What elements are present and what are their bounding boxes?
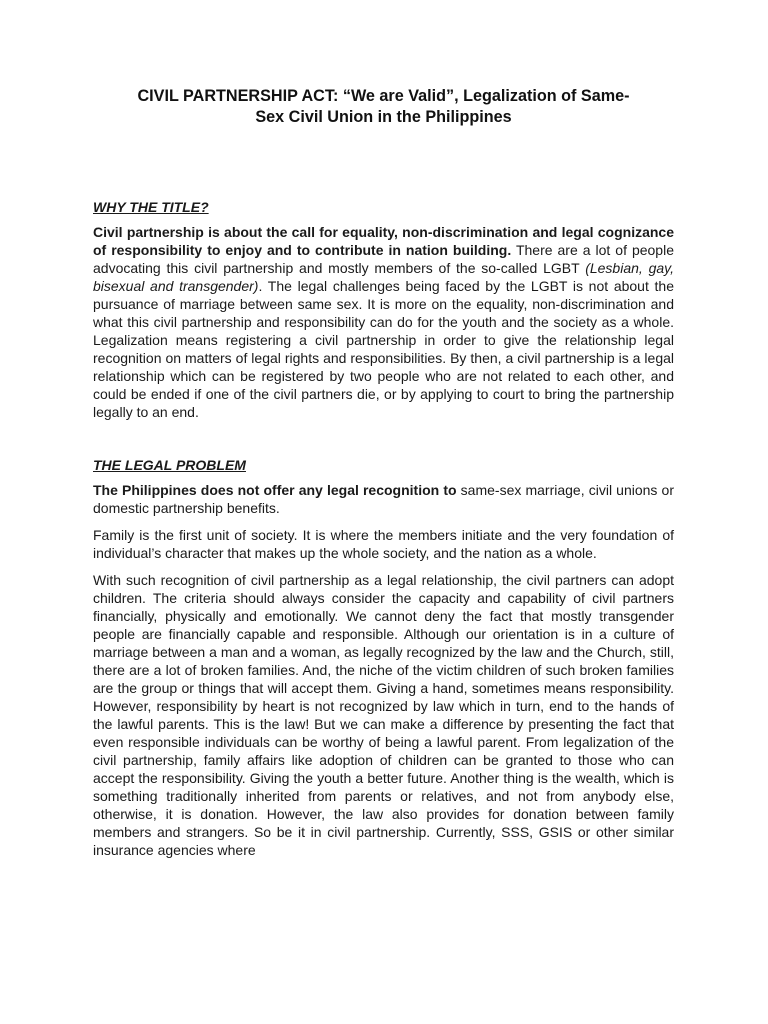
section2-paragraph-3: With such recognition of civil partnership as a legal relationship, the civil partners can adopt children. The criteria should always consider the capacity and capability of civil partners financially, physically and emotionally. We cannot deny the fact that mostly transgender people are financially capable and responsible. Although our orientation is in a culture of marriage between a man and a woman, as legally recognized by the law and the Church, still, there are a lot of broken families. And, the niche of the victim children of such broken families are the group or things that will accept them. Giving a hand, sometimes means responsibility. However, responsibility by heart is not recognized by law which in turn, end to the hands of the lawful parents. This is the law! But we can make a difference by presenting the fact that even responsible individuals can be worthy of being a lawful parent. From legalization of the civil partnership, family affairs like adoption of children can be granted to those who can accept the responsibility. Giving the youth a better future. Another thing is the wealth, which is something traditionally inherited from parents or relatives, and not from anybody else, otherwise, it is donation. However, the law also provides for donation between family members and strangers. So be it in civil partnership. Currently, SSS, GSIS or other similar insurance agencies where — [93, 572, 674, 858]
section2-p1-text: same-sex marriage, civil unions or domestic partnership benefits. — [93, 482, 674, 516]
section2-paragraph-1 — [93, 481, 674, 517]
document-title — [93, 86, 674, 128]
section1-paragraph — [93, 223, 674, 421]
section-heading-why-the-title: WHY THE TITLE? — [93, 199, 209, 215]
title-line-1: CIVIL PARTNERSHIP ACT: “We are Valid”, Legalization of Same- — [137, 87, 630, 105]
section-spacer — [93, 421, 674, 456]
section1-text-a: There are a lot of people advocating this civil partnership and mostly members of the so-called LGBT — [93, 242, 674, 276]
section2-paragraph-2: Family is the first unit of society. It is where the members initiate and the very foundation of individual’s character that makes up the whole society, and the nation as a whole. — [93, 527, 674, 561]
section2-bold-lead: The Philippines does not offer any legal recognition to — [93, 482, 457, 498]
section1-italic: (Lesbian, gay, bisexual and transgender) — [93, 260, 674, 294]
title-line-2: Sex Civil Union in the Philippines — [255, 108, 512, 126]
section-heading-legal-problem: THE LEGAL PROBLEM — [93, 457, 246, 473]
section1-bold-lead: Civil partnership is about the call for equality, non-discrimination and legal cognizance of responsibility to enjoy and to contribute in nation building. — [93, 224, 674, 258]
section1-text-b: . The legal challenges being faced by the LGBT is not about the pursuance of marriage between same sex. It is more on the equality, non-discrimination and what this civil partnership and responsibility can do for the youth and the society as a whole. Legalization means registering a civil partnership in order to give the relationship legal recognition on matters of legal rights and responsibilities. By then, a civil partnership is a legal relationship which can be registered by two people who are not related to each other, and could be ended if one of the civil partners die, or by applying to court to bring the partnership legally to an end. — [93, 278, 674, 420]
